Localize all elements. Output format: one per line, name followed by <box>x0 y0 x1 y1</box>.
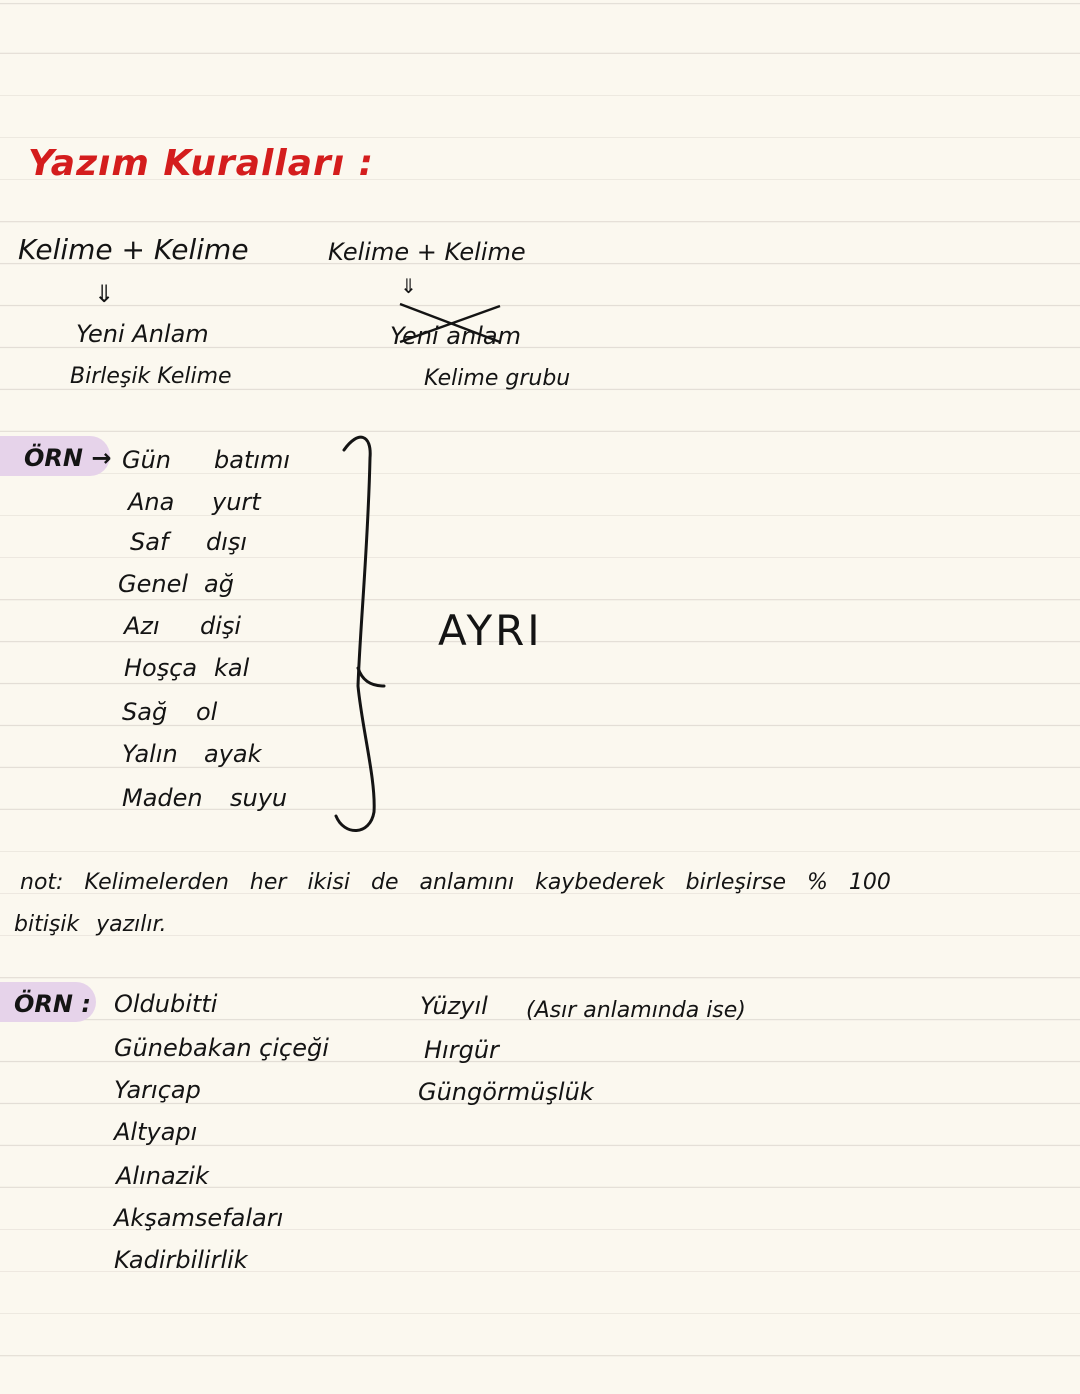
example-result: AYRI <box>438 606 543 655</box>
cross-out-mark <box>392 298 512 348</box>
word-second: ağ <box>204 570 234 598</box>
page-title: Yazım Kuralları : <box>28 143 375 184</box>
word-second: dişi <box>200 612 242 640</box>
word-second: ayak <box>204 740 262 768</box>
compound-word: Günebakan çiçeği <box>114 1034 329 1062</box>
right-rule-formula: Kelime + Kelime <box>328 238 526 266</box>
word-first: Saf <box>130 528 169 556</box>
compound-word: Güngörmüşlük <box>418 1078 594 1106</box>
compound-word: Yarıçap <box>114 1076 201 1104</box>
note-line1: not: Kelimelerden her ikisi de anlamını kaybederek birleşirse % 100 <box>20 870 891 895</box>
word-first: Sağ <box>122 698 168 726</box>
compound-word: Hırgür <box>424 1036 499 1064</box>
word-first: Hoşça <box>124 654 198 682</box>
word-first: Genel <box>118 570 189 598</box>
compound-word: Kadirbilirlik <box>114 1246 248 1274</box>
word-second: kal <box>214 654 250 682</box>
compound-word: Akşamsefaları <box>114 1204 284 1232</box>
left-rule-formula: Kelime + Kelime <box>18 233 249 266</box>
compound-word: Oldubitti <box>114 990 218 1018</box>
word-second: yurt <box>212 488 261 516</box>
compound-word: Altyapı <box>114 1118 198 1146</box>
down-double-arrow-icon: ⇓ <box>400 274 417 298</box>
left-rule-result-line1: Yeni Anlam <box>76 320 209 348</box>
word-first: Maden <box>122 784 203 812</box>
word-first: Ana <box>128 488 175 516</box>
left-rule-result-line2: Birleşik Kelime <box>70 364 232 389</box>
compound-word: Alınazik <box>116 1162 209 1190</box>
word-second: suyu <box>230 784 288 812</box>
example-label: ÖRN : <box>14 990 91 1018</box>
down-double-arrow-icon: ⇓ <box>94 280 115 308</box>
curly-brace-icon <box>332 428 382 838</box>
note-line2: bitişik yazılır. <box>14 912 167 937</box>
word-first: Azı <box>124 612 160 640</box>
word-second: batımı <box>214 446 291 474</box>
word-second: dışı <box>206 528 248 556</box>
right-rule-crossed-text: Yeni anlam <box>390 322 521 350</box>
word-first: Gün <box>122 446 172 474</box>
word-second: ol <box>196 698 218 726</box>
example-label: ÖRN → <box>24 444 112 472</box>
compound-word: Yüzyıl <box>420 992 488 1020</box>
word-first: Yalın <box>122 740 178 768</box>
right-rule-result: Kelime grubu <box>424 366 571 391</box>
word-annotation: (Asır anlamında ise) <box>526 998 746 1023</box>
